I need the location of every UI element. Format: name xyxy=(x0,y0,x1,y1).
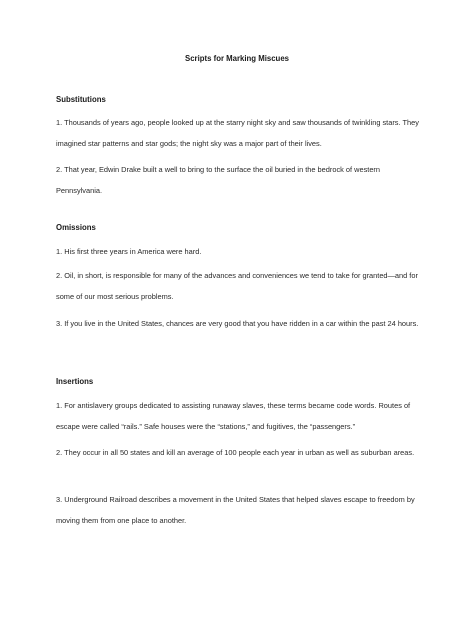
omissions-item-3: 3. If you live in the United States, chances are very good that you have ridden in a car within the past 24 hours. xyxy=(56,319,419,328)
section-heading-omissions: Omissions xyxy=(56,223,96,232)
document-title: Scripts for Marking Miscues xyxy=(185,54,289,63)
section-heading-insertions: Insertions xyxy=(56,377,94,386)
insertions-item-1: 1. For antislavery groups dedicated to assisting runaway slaves, these terms became code words. Routes of escape were called “rails.” Safe houses were the “stations,” and fugitives, the “passengers.” xyxy=(56,401,411,431)
insertions-item-2: 2. They occur in all 50 states and kill an average of 100 people each year in urban as well as suburban areas. xyxy=(56,448,415,457)
substitutions-item-1: 1. Thousands of years ago, people looked up at the starry night sky and saw thousands of twinkling stars. They imagined star patterns and star gods; the night sky was a major part of their lives. xyxy=(56,118,419,148)
omissions-item-1: 1. His first three years in America were hard. xyxy=(56,247,202,256)
substitutions-item-2: 2. That year, Edwin Drake built a well to bring to the surface the oil buried in the bedrock of western Pennsylvania. xyxy=(56,165,380,195)
insertions-item-3: 3. Underground Railroad describes a movement in the United States that helped slaves escape to freedom by moving them from one place to another. xyxy=(56,495,415,525)
section-heading-substitutions: Substitutions xyxy=(56,95,106,104)
omissions-item-2: 2. Oil, in short, is responsible for many of the advances and conveniences we tend to take for granted—and for some of our most serious problems. xyxy=(56,271,418,301)
